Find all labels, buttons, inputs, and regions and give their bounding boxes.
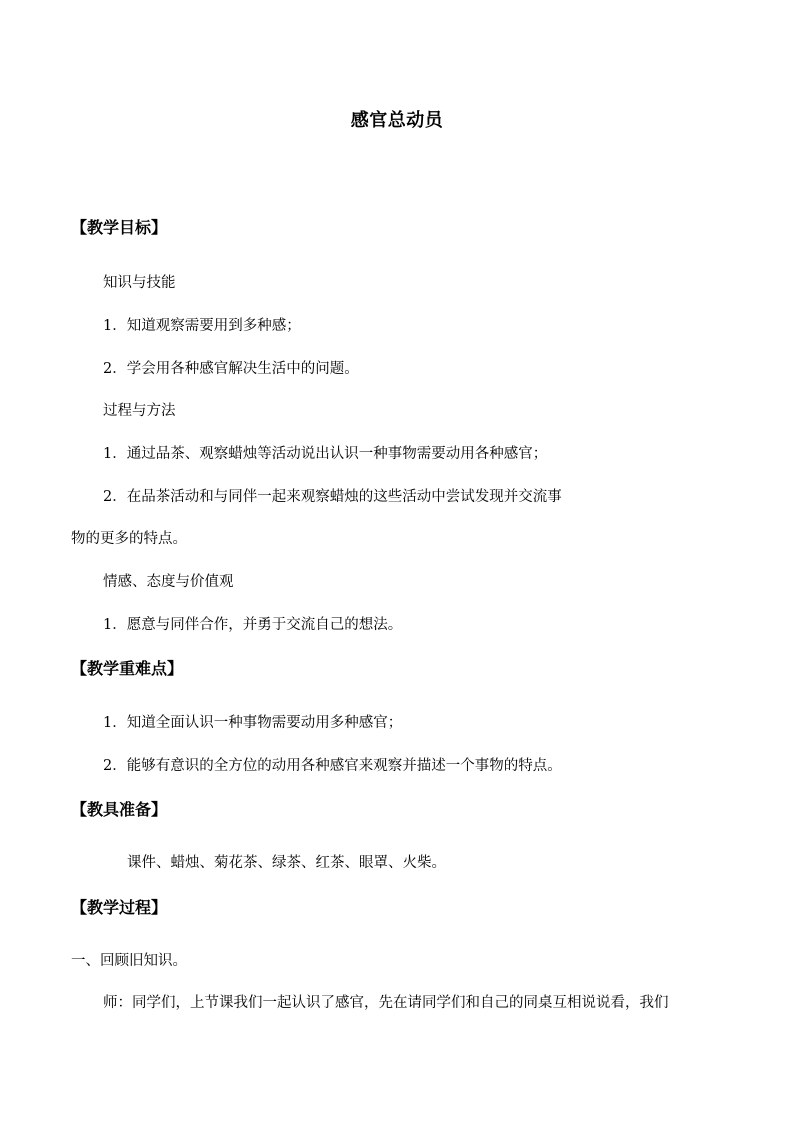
- list-item-continuation: 物的更多的特点。: [71, 531, 187, 547]
- subheading-process: 过程与方法: [103, 403, 176, 419]
- list-item: 1．知道全面认识一种事物需要动用多种感官；: [103, 715, 403, 731]
- list-item: 2．能够有意识的全方位的动用各种感官来观察并描述一个事物的特点。: [103, 758, 562, 774]
- materials-text: 课件、蜡烛、菊花茶、绿茶、红茶、眼罩、火柴。: [127, 855, 446, 871]
- paragraph: 师：同学们，上节课我们一起认识了感官，先在请同学们和自己的同桌互相说说看，我们: [103, 995, 669, 1011]
- list-item: 1．知道观察需要用到多种感；: [103, 318, 301, 334]
- step-heading: 一、回顾旧知识。: [71, 953, 187, 969]
- section-heading-key-points: 【教学重难点】: [71, 659, 184, 678]
- list-item: 2．学会用各种感官解决生活中的问题。: [103, 361, 359, 377]
- subheading-emotion: 情感、态度与价值观: [103, 574, 234, 590]
- section-heading-process: 【教学过程】: [71, 898, 168, 917]
- list-item: 2．在品茶活动和与同伴一起来观察蜡烛的这些活动中尝试发现并交流事: [103, 489, 562, 505]
- document-title: 感官总动员: [350, 110, 444, 131]
- list-item: 1．愿意与同伴合作，并勇于交流自己的想法。: [103, 617, 403, 633]
- list-item: 1．通过品茶、观察蜡烛等活动说出认识一种事物需要动用各种感官；: [103, 446, 548, 462]
- section-heading-materials: 【教具准备】: [71, 800, 168, 819]
- section-heading-goals: 【教学目标】: [71, 218, 168, 237]
- subheading-knowledge: 知识与技能: [103, 275, 176, 291]
